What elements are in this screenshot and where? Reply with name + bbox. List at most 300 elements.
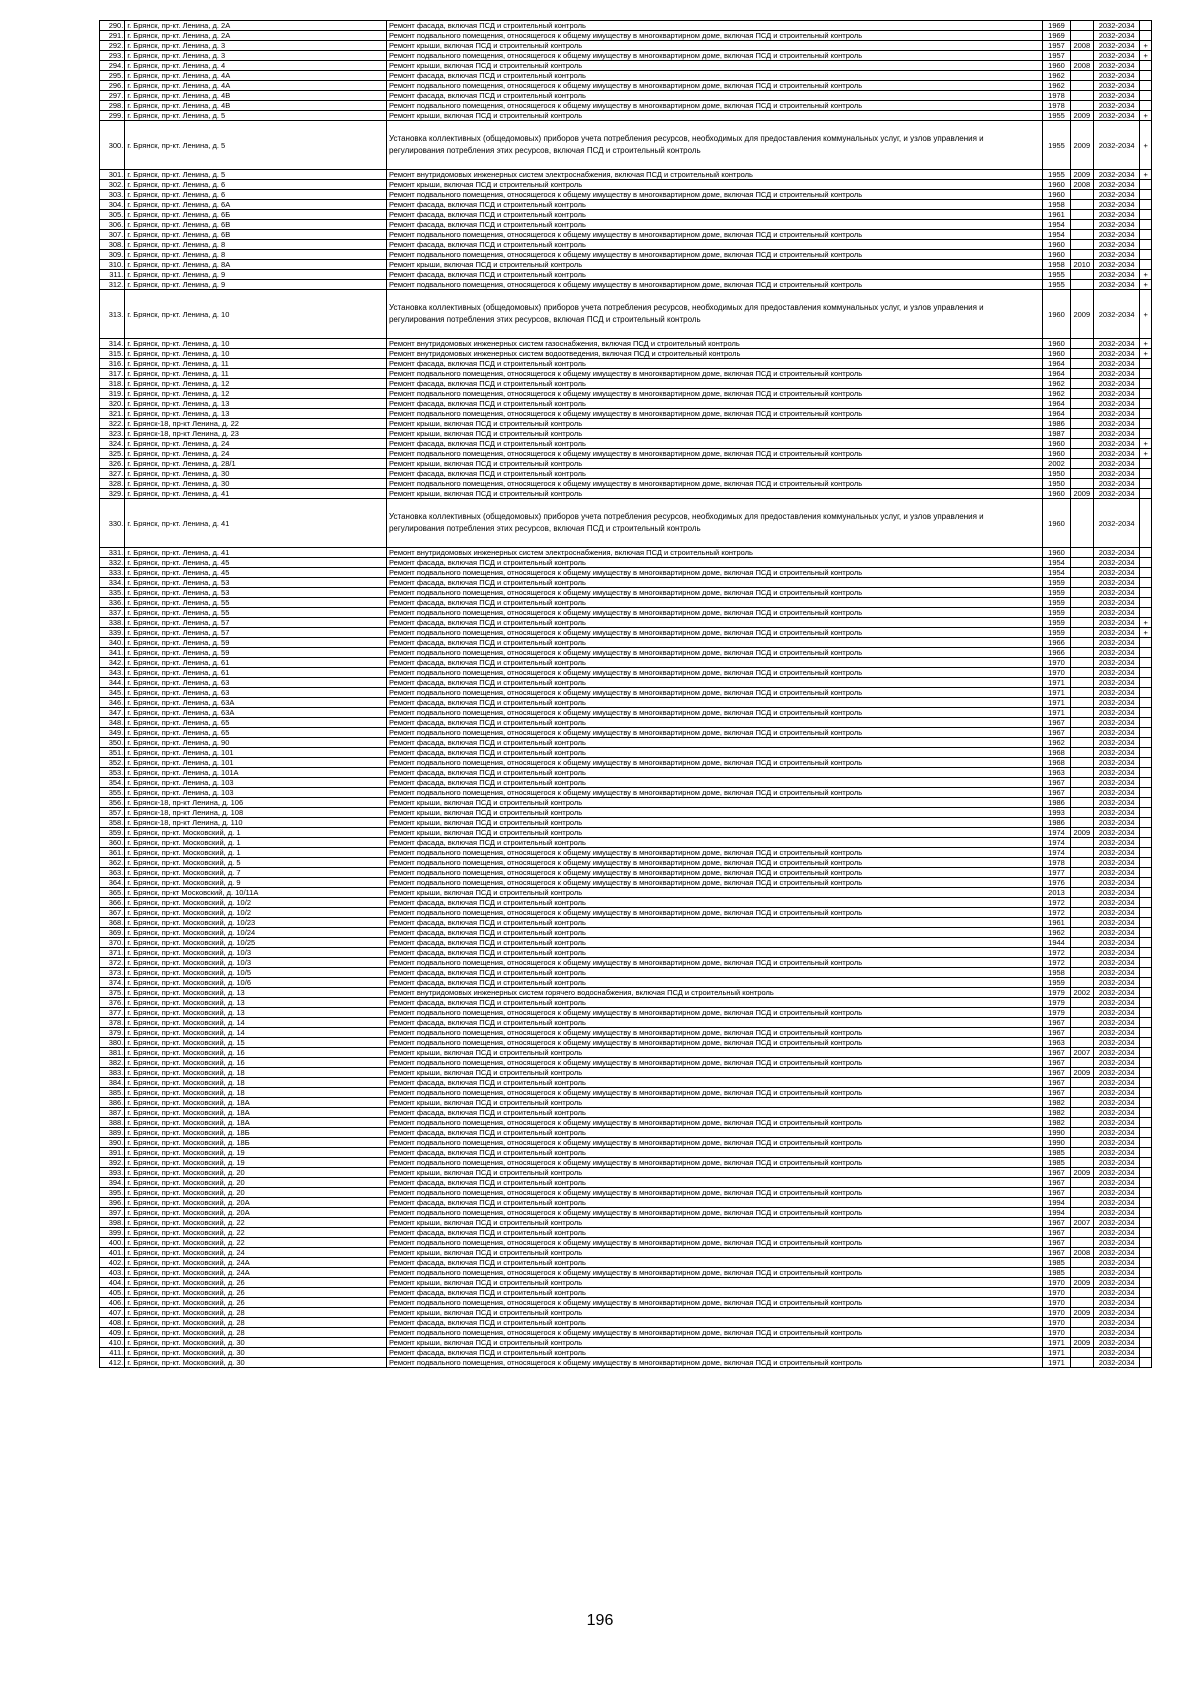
address: г. Брянск, пр-кт. Ленина, д. 8 [125, 250, 387, 260]
work-type: Ремонт крыши, включая ПСД и строительный контроль [386, 61, 1042, 71]
table-row [100, 260, 1152, 270]
work-type: Ремонт крыши, включая ПСД и строительный контроль [386, 111, 1042, 121]
mark [1140, 878, 1152, 888]
build-year: 1962 [1043, 379, 1070, 389]
address: г. Брянск, пр-кт. Ленина, д. 61 [125, 668, 387, 678]
work-type: Ремонт крыши, включая ПСД и строительный контроль [386, 1168, 1042, 1178]
last-repair-year [1070, 429, 1093, 439]
address: г. Брянск, пр-кт. Московский, д. 28 [125, 1308, 387, 1318]
build-year: 1971 [1043, 688, 1070, 698]
table-row [100, 958, 1152, 968]
build-year: 1970 [1043, 1308, 1070, 1318]
build-year: 1960 [1043, 339, 1070, 349]
table-row [100, 738, 1152, 748]
planned-period: 2032-2034 [1093, 1148, 1139, 1158]
table-row [100, 280, 1152, 290]
row-number: 378. [100, 1018, 125, 1028]
build-year: 1959 [1043, 588, 1070, 598]
last-repair-year [1070, 608, 1093, 618]
row-number: 374. [100, 978, 125, 988]
address: г. Брянск, пр-кт. Ленина, д. 103 [125, 788, 387, 798]
table-row [100, 828, 1152, 838]
work-type: Ремонт подвального помещения, относящегося к общему имуществу в многоквартирном доме, включая ПСД и строительный контроль [386, 588, 1042, 598]
work-type: Ремонт фасада, включая ПСД и строительный контроль [386, 598, 1042, 608]
work-type: Ремонт фасада, включая ПСД и строительный контроль [386, 399, 1042, 409]
table-row [100, 1008, 1152, 1018]
row-number: 348. [100, 718, 125, 728]
row-number: 369. [100, 928, 125, 938]
last-repair-year [1070, 668, 1093, 678]
last-repair-year: 2009 [1070, 828, 1093, 838]
planned-period: 2032-2034 [1093, 41, 1139, 51]
work-type: Ремонт подвального помещения, относящегося к общему имуществу в многоквартирном доме, включая ПСД и строительный контроль [386, 1158, 1042, 1168]
work-type: Ремонт подвального помещения, относящегося к общему имуществу в многоквартирном доме, включая ПСД и строительный контроль [386, 1188, 1042, 1198]
last-repair-year [1070, 768, 1093, 778]
mark: + [1140, 270, 1152, 280]
table-row [100, 858, 1152, 868]
mark [1140, 988, 1152, 998]
build-year: 1993 [1043, 808, 1070, 818]
mark [1140, 968, 1152, 978]
planned-period: 2032-2034 [1093, 1248, 1139, 1258]
build-year: 1960 [1043, 449, 1070, 459]
row-number: 336. [100, 598, 125, 608]
planned-period: 2032-2034 [1093, 1318, 1139, 1328]
address: г. Брянск, пр-кт. Ленина, д. 10 [125, 290, 387, 339]
row-number: 376. [100, 998, 125, 1008]
planned-period: 2032-2034 [1093, 1018, 1139, 1028]
work-type: Ремонт фасада, включая ПСД и строительный контроль [386, 21, 1042, 31]
build-year: 1986 [1043, 798, 1070, 808]
last-repair-year [1070, 439, 1093, 449]
row-number: 375. [100, 988, 125, 998]
planned-period: 2032-2034 [1093, 359, 1139, 369]
work-type: Ремонт фасада, включая ПСД и строительный контроль [386, 1148, 1042, 1158]
address: г. Брянск, пр-кт. Ленина, д. 30 [125, 479, 387, 489]
work-type: Ремонт фасада, включая ПСД и строительный контроль [386, 578, 1042, 588]
build-year: 1964 [1043, 409, 1070, 419]
planned-period: 2032-2034 [1093, 180, 1139, 190]
planned-period: 2032-2034 [1093, 628, 1139, 638]
row-number: 309. [100, 250, 125, 260]
address: г. Брянск, пр-кт. Ленина, д. 8 [125, 240, 387, 250]
build-year: 1960 [1043, 240, 1070, 250]
address: г. Брянск, пр-кт. Ленина, д. 65 [125, 718, 387, 728]
last-repair-year [1070, 958, 1093, 968]
planned-period: 2032-2034 [1093, 369, 1139, 379]
address: г. Брянск, пр-кт. Московский, д. 18Б [125, 1138, 387, 1148]
build-year: 1961 [1043, 210, 1070, 220]
row-number: 306. [100, 220, 125, 230]
last-repair-year [1070, 379, 1093, 389]
mark [1140, 429, 1152, 439]
table-row [100, 688, 1152, 698]
row-number: 407. [100, 1308, 125, 1318]
work-type: Ремонт подвального помещения, относящегося к общему имуществу в многоквартирном доме, включая ПСД и строительный контроль [386, 1298, 1042, 1308]
mark [1140, 978, 1152, 988]
address: г. Брянск, пр-кт. Ленина, д. 63А [125, 698, 387, 708]
planned-period: 2032-2034 [1093, 608, 1139, 618]
planned-period: 2032-2034 [1093, 1038, 1139, 1048]
last-repair-year [1070, 548, 1093, 558]
address: г. Брянск, пр-кт. Московский, д. 14 [125, 1018, 387, 1028]
row-number: 353. [100, 768, 125, 778]
mark [1140, 1108, 1152, 1118]
build-year: 1960 [1043, 548, 1070, 558]
row-number: 355. [100, 788, 125, 798]
build-year: 1966 [1043, 638, 1070, 648]
build-year: 1979 [1043, 1008, 1070, 1018]
table-row [100, 798, 1152, 808]
last-repair-year [1070, 788, 1093, 798]
work-type: Ремонт фасада, включая ПСД и строительный контроль [386, 1228, 1042, 1238]
mark: + [1140, 41, 1152, 51]
planned-period: 2032-2034 [1093, 1298, 1139, 1308]
row-number: 379. [100, 1028, 125, 1038]
table-row [100, 628, 1152, 638]
table-row [100, 1258, 1152, 1268]
row-number: 332. [100, 558, 125, 568]
row-number: 372. [100, 958, 125, 968]
row-number: 343. [100, 668, 125, 678]
address: г. Брянск, пр-кт. Ленина, д. 63А [125, 708, 387, 718]
last-repair-year [1070, 389, 1093, 399]
work-type: Ремонт фасада, включая ПСД и строительный контроль [386, 240, 1042, 250]
build-year: 1961 [1043, 918, 1070, 928]
last-repair-year: 2010 [1070, 260, 1093, 270]
mark: + [1140, 339, 1152, 349]
planned-period: 2032-2034 [1093, 1168, 1139, 1178]
table-row [100, 1138, 1152, 1148]
build-year: 1970 [1043, 1318, 1070, 1328]
build-year: 1960 [1043, 349, 1070, 359]
table-row [100, 718, 1152, 728]
last-repair-year [1070, 31, 1093, 41]
row-number: 326. [100, 459, 125, 469]
planned-period: 2032-2034 [1093, 389, 1139, 399]
work-type: Установка коллективных (общедомовых) приборов учета потребления ресурсов, необходимых для предоставления коммунальных услуг, и узлов управления и регулирования потребления этих ресурсов, включая ПСД и строительный контроль [386, 121, 1042, 170]
planned-period: 2032-2034 [1093, 638, 1139, 648]
table-row [100, 1128, 1152, 1138]
planned-period: 2032-2034 [1093, 788, 1139, 798]
last-repair-year [1070, 250, 1093, 260]
work-type: Ремонт крыши, включая ПСД и строительный контроль [386, 41, 1042, 51]
table-row [100, 51, 1152, 61]
last-repair-year [1070, 728, 1093, 738]
work-type: Ремонт фасада, включая ПСД и строительный контроль [386, 1078, 1042, 1088]
mark: + [1140, 170, 1152, 180]
planned-period: 2032-2034 [1093, 1328, 1139, 1338]
address: г. Брянск, пр-кт. Ленина, д. 90 [125, 738, 387, 748]
planned-period: 2032-2034 [1093, 978, 1139, 988]
planned-period: 2032-2034 [1093, 250, 1139, 260]
mark [1140, 1178, 1152, 1188]
address: г. Брянск, пр-кт. Ленина, д. 11 [125, 359, 387, 369]
planned-period: 2032-2034 [1093, 758, 1139, 768]
row-number: 308. [100, 240, 125, 250]
build-year: 1955 [1043, 111, 1070, 121]
address: г. Брянск, пр-кт. Московский, д. 20 [125, 1168, 387, 1178]
build-year: 1959 [1043, 608, 1070, 618]
planned-period: 2032-2034 [1093, 61, 1139, 71]
table-row [100, 369, 1152, 379]
row-number: 393. [100, 1168, 125, 1178]
mark [1140, 798, 1152, 808]
mark: + [1140, 439, 1152, 449]
mark [1140, 648, 1152, 658]
table-row [100, 1358, 1152, 1368]
table-row [100, 838, 1152, 848]
table-row [100, 170, 1152, 180]
build-year: 1964 [1043, 399, 1070, 409]
build-year: 1963 [1043, 768, 1070, 778]
address: г. Брянск, пр-кт. Ленина, д. 13 [125, 409, 387, 419]
table-row [100, 429, 1152, 439]
build-year: 1985 [1043, 1148, 1070, 1158]
mark [1140, 1258, 1152, 1268]
mark [1140, 1008, 1152, 1018]
row-number: 367. [100, 908, 125, 918]
planned-period: 2032-2034 [1093, 449, 1139, 459]
address: г. Брянск, пр-кт. Московский, д. 26 [125, 1288, 387, 1298]
last-repair-year [1070, 1238, 1093, 1248]
mark [1140, 788, 1152, 798]
last-repair-year [1070, 1158, 1093, 1168]
build-year: 1955 [1043, 280, 1070, 290]
mark [1140, 588, 1152, 598]
planned-period: 2032-2034 [1093, 1008, 1139, 1018]
work-type: Ремонт подвального помещения, относящегося к общему имуществу в многоквартирном доме, включая ПСД и строительный контроль [386, 1028, 1042, 1038]
table-row [100, 1278, 1152, 1288]
row-number: 303. [100, 190, 125, 200]
address: г. Брянск, пр-кт. Ленина, д. 4В [125, 101, 387, 111]
work-type: Ремонт подвального помещения, относящегося к общему имуществу в многоквартирном доме, включая ПСД и строительный контроль [386, 1058, 1042, 1068]
build-year: 1990 [1043, 1128, 1070, 1138]
last-repair-year [1070, 838, 1093, 848]
address: г. Брянск, пр-кт. Ленина, д. 4А [125, 81, 387, 91]
table-row [100, 1308, 1152, 1318]
table-row [100, 928, 1152, 938]
row-number: 291. [100, 31, 125, 41]
table-row [100, 698, 1152, 708]
build-year: 1967 [1043, 1238, 1070, 1248]
row-number: 377. [100, 1008, 125, 1018]
work-type: Ремонт крыши, включая ПСД и строительный контроль [386, 1338, 1042, 1348]
address: г. Брянск, пр-кт. Московский, д. 15 [125, 1038, 387, 1048]
address: г. Брянск, пр-кт. Московский, д. 10/2 [125, 898, 387, 908]
work-type: Ремонт подвального помещения, относящегося к общему имуществу в многоквартирном доме, включая ПСД и строительный контроль [386, 51, 1042, 61]
work-type: Ремонт подвального помещения, относящегося к общему имуществу в многоквартирном доме, включая ПСД и строительный контроль [386, 1138, 1042, 1148]
last-repair-year [1070, 748, 1093, 758]
last-repair-year [1070, 1258, 1093, 1268]
work-type: Ремонт подвального помещения, относящегося к общему имуществу в многоквартирном доме, включая ПСД и строительный контроль [386, 230, 1042, 240]
table-row [100, 409, 1152, 419]
planned-period: 2032-2034 [1093, 798, 1139, 808]
build-year: 1967 [1043, 1168, 1070, 1178]
table-row [100, 190, 1152, 200]
row-number: 339. [100, 628, 125, 638]
mark [1140, 558, 1152, 568]
mark [1140, 399, 1152, 409]
last-repair-year [1070, 818, 1093, 828]
last-repair-year: 2009 [1070, 1338, 1093, 1348]
build-year: 1967 [1043, 1018, 1070, 1028]
build-year: 1974 [1043, 848, 1070, 858]
row-number: 360. [100, 838, 125, 848]
mark [1140, 1308, 1152, 1318]
mark [1140, 409, 1152, 419]
work-type: Ремонт крыши, включая ПСД и строительный контроль [386, 180, 1042, 190]
planned-period: 2032-2034 [1093, 1208, 1139, 1218]
row-number: 395. [100, 1188, 125, 1198]
planned-period: 2032-2034 [1093, 31, 1139, 41]
table-row [100, 988, 1152, 998]
address: г. Брянск, пр-кт. Ленина, д. 6 [125, 190, 387, 200]
last-repair-year [1070, 1028, 1093, 1038]
last-repair-year: 2009 [1070, 290, 1093, 339]
planned-period: 2032-2034 [1093, 200, 1139, 210]
mark [1140, 31, 1152, 41]
mark [1140, 489, 1152, 499]
planned-period: 2032-2034 [1093, 828, 1139, 838]
table-row [100, 598, 1152, 608]
mark [1140, 838, 1152, 848]
last-repair-year [1070, 1138, 1093, 1148]
last-repair-year [1070, 898, 1093, 908]
table-row [100, 618, 1152, 628]
row-number: 383. [100, 1068, 125, 1078]
address: г. Брянск, пр-кт. Ленина, д. 6А [125, 200, 387, 210]
last-repair-year [1070, 688, 1093, 698]
last-repair-year [1070, 349, 1093, 359]
planned-period: 2032-2034 [1093, 51, 1139, 61]
planned-period: 2032-2034 [1093, 988, 1139, 998]
work-type: Ремонт подвального помещения, относящегося к общему имуществу в многоквартирном доме, включая ПСД и строительный контроль [386, 1088, 1042, 1098]
last-repair-year [1070, 1328, 1093, 1338]
address: г. Брянск, пр-кт. Ленина, д. 45 [125, 558, 387, 568]
address: г. Брянск, пр-кт. Московский, д. 22 [125, 1238, 387, 1248]
row-number: 373. [100, 968, 125, 978]
build-year: 1954 [1043, 230, 1070, 240]
address: г. Брянск, пр-кт. Ленина, д. 6Б [125, 210, 387, 220]
build-year: 1977 [1043, 868, 1070, 878]
mark [1140, 1198, 1152, 1208]
work-type: Ремонт крыши, включая ПСД и строительный контроль [386, 808, 1042, 818]
address: г. Брянск, пр-кт. Московский, д. 10/2 [125, 908, 387, 918]
mark [1140, 748, 1152, 758]
build-year: 1964 [1043, 359, 1070, 369]
mark [1140, 379, 1152, 389]
table-row [100, 728, 1152, 738]
build-year: 1960 [1043, 190, 1070, 200]
address: г. Брянск, пр-кт. Московский, д. 1 [125, 848, 387, 858]
last-repair-year: 2009 [1070, 1168, 1093, 1178]
mark [1140, 698, 1152, 708]
planned-period: 2032-2034 [1093, 718, 1139, 728]
last-repair-year [1070, 908, 1093, 918]
last-repair-year [1070, 878, 1093, 888]
mark [1140, 190, 1152, 200]
table-row [100, 31, 1152, 41]
work-type: Ремонт фасада, включая ПСД и строительный контроль [386, 200, 1042, 210]
mark [1140, 1268, 1152, 1278]
build-year: 1972 [1043, 948, 1070, 958]
row-number: 403. [100, 1268, 125, 1278]
row-number: 357. [100, 808, 125, 818]
table-row [100, 898, 1152, 908]
work-type: Установка коллективных (общедомовых) приборов учета потребления ресурсов, необходимых для предоставления коммунальных услуг, и узлов управления и регулирования потребления этих ресурсов, включая ПСД и строительный контроль [386, 499, 1042, 548]
planned-period: 2032-2034 [1093, 668, 1139, 678]
table-row [100, 1268, 1152, 1278]
build-year: 1967 [1043, 1248, 1070, 1258]
last-repair-year [1070, 1358, 1093, 1368]
build-year: 1985 [1043, 1268, 1070, 1278]
row-number: 351. [100, 748, 125, 758]
row-number: 307. [100, 230, 125, 240]
last-repair-year [1070, 848, 1093, 858]
row-number: 366. [100, 898, 125, 908]
row-number: 321. [100, 409, 125, 419]
planned-period: 2032-2034 [1093, 858, 1139, 868]
table-row [100, 1088, 1152, 1098]
last-repair-year: 2007 [1070, 1218, 1093, 1228]
build-year: 1954 [1043, 568, 1070, 578]
row-number: 324. [100, 439, 125, 449]
address: г. Брянск, пр-кт. Ленина, д. 65 [125, 728, 387, 738]
row-number: 334. [100, 578, 125, 588]
address: г. Брянск, пр-кт. Московский, д. 18 [125, 1078, 387, 1088]
work-type: Ремонт фасада, включая ПСД и строительный контроль [386, 71, 1042, 81]
last-repair-year [1070, 698, 1093, 708]
table-row [100, 908, 1152, 918]
table-row [100, 220, 1152, 230]
mark [1140, 1068, 1152, 1078]
planned-period: 2032-2034 [1093, 499, 1139, 548]
mark [1140, 1058, 1152, 1068]
table-row [100, 878, 1152, 888]
planned-period: 2032-2034 [1093, 1118, 1139, 1128]
address: г. Брянск, пр-кт. Московский, д. 24А [125, 1258, 387, 1268]
planned-period: 2032-2034 [1093, 898, 1139, 908]
planned-period: 2032-2034 [1093, 588, 1139, 598]
work-type: Ремонт подвального помещения, относящегося к общему имуществу в многоквартирном доме, включая ПСД и строительный контроль [386, 1038, 1042, 1048]
row-number: 313. [100, 290, 125, 339]
last-repair-year [1070, 419, 1093, 429]
table-row [100, 1058, 1152, 1068]
work-type: Ремонт фасада, включая ПСД и строительный контроль [386, 439, 1042, 449]
work-type: Ремонт фасада, включая ПСД и строительный контроль [386, 1128, 1042, 1138]
address: г. Брянск, пр-кт. Ленина, д. 24 [125, 439, 387, 449]
row-number: 387. [100, 1108, 125, 1118]
mark [1140, 768, 1152, 778]
build-year: 1972 [1043, 908, 1070, 918]
table-row [100, 459, 1152, 469]
planned-period: 2032-2034 [1093, 230, 1139, 240]
row-number: 335. [100, 588, 125, 598]
work-type: Ремонт фасада, включая ПСД и строительный контроль [386, 1178, 1042, 1188]
work-type: Ремонт фасада, включая ПСД и строительный контроль [386, 948, 1042, 958]
table-row [100, 568, 1152, 578]
table-row [100, 818, 1152, 828]
address: г. Брянск, пр-кт. Ленина, д. 9 [125, 270, 387, 280]
address: г. Брянск-18, пр-кт Ленина, д. 108 [125, 808, 387, 818]
row-number: 294. [100, 61, 125, 71]
build-year: 1972 [1043, 958, 1070, 968]
build-year: 1967 [1043, 778, 1070, 788]
build-year: 1967 [1043, 1078, 1070, 1088]
last-repair-year [1070, 449, 1093, 459]
planned-period: 2032-2034 [1093, 1098, 1139, 1108]
